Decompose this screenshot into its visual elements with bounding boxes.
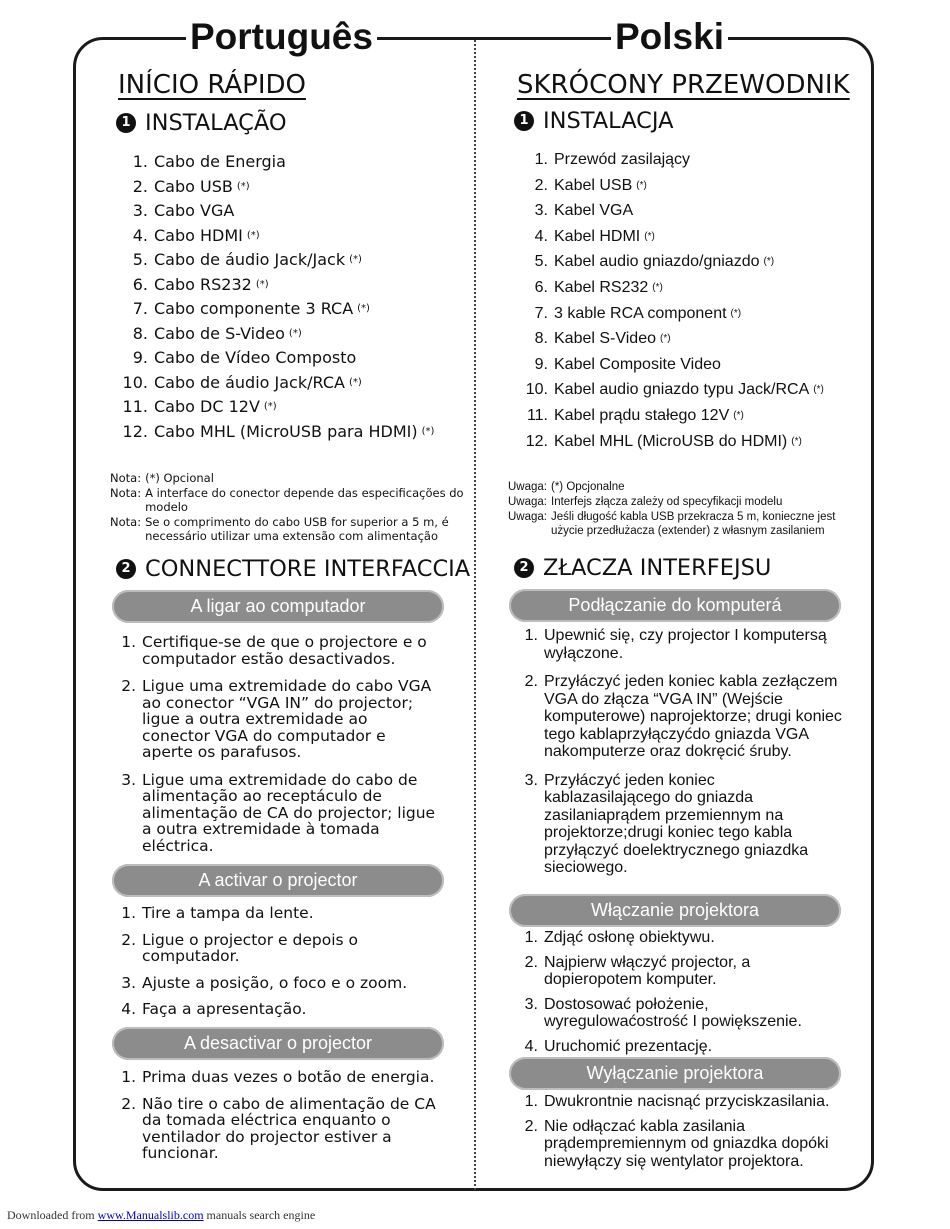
step-item bbox=[120, 634, 440, 667]
pt-deactivate-steps bbox=[120, 1069, 440, 1172]
step-text: Faça a apresentação. bbox=[142, 1000, 307, 1018]
cable-label: Cabo de S-Video bbox=[154, 323, 285, 343]
step-number: 3. bbox=[121, 770, 136, 789]
step-text: Tire a tampa da lente. bbox=[142, 904, 314, 922]
section-number-icon: 2 bbox=[116, 559, 136, 579]
cable-number: 12. bbox=[525, 432, 548, 450]
pt-quick-start-title: INÍCIO RÁPIDO bbox=[118, 70, 306, 100]
step-text: Uruchomić prezentację. bbox=[544, 1037, 713, 1055]
cable-item bbox=[520, 403, 824, 429]
footer bbox=[7, 1208, 315, 1223]
cable-item bbox=[118, 273, 434, 298]
cable-label: Kabel HDMI bbox=[554, 227, 641, 245]
pl-connect-pill: Podłączanie do komputerá bbox=[509, 589, 841, 622]
optional-marker: (*) bbox=[791, 435, 802, 447]
pt-activate-steps bbox=[120, 905, 440, 1028]
note-row bbox=[508, 495, 870, 509]
optional-marker: (*) bbox=[652, 281, 663, 293]
step-text: Upewnić się, czy projector I komputersą wyłączone. bbox=[544, 627, 827, 662]
step-number: 2. bbox=[524, 953, 538, 971]
step-text: Przyłáczyć jeden koniec kablazasilającego do gniazda zasilaniaprądem przemiennym na projektorze;drugi koniec tego kabla przyłączyć doelektrycznego gniazdka sieciowego. bbox=[544, 771, 809, 876]
step-item bbox=[522, 1093, 842, 1111]
cable-label: Kabel audio gniazdo typu Jack/RCA bbox=[554, 381, 810, 399]
cable-item bbox=[118, 248, 434, 273]
cable-item bbox=[520, 326, 824, 352]
step-number: 2. bbox=[121, 677, 136, 695]
cable-number: 1. bbox=[132, 152, 148, 171]
pl-section-interface-heading bbox=[514, 555, 771, 581]
note-text: (*) Opcional bbox=[145, 471, 214, 485]
step-number: 2. bbox=[121, 1094, 136, 1113]
optional-marker: (*) bbox=[357, 303, 370, 314]
step-item bbox=[120, 1001, 440, 1018]
optional-marker: (*) bbox=[255, 278, 269, 290]
pt-connect-steps bbox=[120, 634, 440, 865]
cable-number: 11. bbox=[526, 406, 548, 424]
step-text: Dostosować położenie, wyregulowaćostrość I powiększenie. bbox=[544, 995, 802, 1030]
section-number-icon: 1 bbox=[116, 113, 136, 133]
optional-marker: (*) bbox=[236, 180, 250, 192]
note-text: Jeśli długość kabla USB przekracza 5 m, konieczne jest użycie przedłużacza (extender) z własnym zasilaniem bbox=[551, 511, 836, 537]
note-row bbox=[110, 515, 470, 543]
step-item bbox=[120, 905, 440, 922]
step-number: 4. bbox=[121, 1000, 136, 1018]
step-item bbox=[522, 627, 842, 662]
lang-title-portuguese: Português bbox=[186, 15, 377, 59]
pt-notes bbox=[110, 471, 470, 544]
step-item bbox=[120, 772, 440, 855]
cable-item bbox=[118, 346, 434, 371]
cable-number: 4. bbox=[534, 227, 548, 245]
cable-label: Cabo de Energia bbox=[154, 152, 286, 171]
cable-label: Cabo RS232 bbox=[154, 274, 252, 294]
cable-number: 12. bbox=[122, 421, 148, 441]
note-label: Uwaga: bbox=[508, 511, 547, 523]
step-number: 1. bbox=[121, 1068, 136, 1086]
cable-number: 3. bbox=[132, 201, 148, 220]
step-number: 1. bbox=[524, 1093, 538, 1110]
optional-marker: (*) bbox=[730, 307, 742, 319]
step-number: 3. bbox=[121, 973, 136, 992]
cable-number: 1. bbox=[534, 151, 548, 168]
cable-number: 2. bbox=[534, 176, 548, 194]
step-item bbox=[522, 954, 842, 989]
cable-item bbox=[520, 173, 824, 199]
section-number-icon: 2 bbox=[514, 558, 534, 578]
cable-item bbox=[118, 322, 434, 347]
cable-item bbox=[118, 297, 434, 322]
step-item bbox=[522, 772, 842, 877]
cable-number: 6. bbox=[534, 278, 548, 296]
pt-section-interface-title: CONNECTTORE INTERFACCIA bbox=[145, 556, 471, 582]
cable-item bbox=[520, 429, 824, 455]
cable-item bbox=[520, 249, 824, 275]
step-text: Prima duas vezes o botão de energia. bbox=[142, 1068, 435, 1086]
step-item bbox=[120, 678, 440, 761]
pl-section-install-heading bbox=[514, 108, 674, 134]
cable-label: Kabel RS232 bbox=[554, 278, 649, 296]
step-number: 1. bbox=[524, 627, 538, 644]
cable-label: Kabel Composite Video bbox=[554, 355, 721, 373]
cable-number: 10. bbox=[525, 381, 548, 399]
cable-label: Cabo de áudio Jack/Jack bbox=[154, 250, 346, 269]
pt-section-install-heading bbox=[116, 110, 287, 136]
pt-section-interface-heading bbox=[116, 556, 470, 582]
cable-number: 7. bbox=[132, 299, 148, 318]
lang-title-polish: Polski bbox=[611, 15, 728, 59]
step-number: 2. bbox=[524, 1117, 538, 1135]
optional-marker: (*) bbox=[421, 425, 435, 437]
pt-connect-pill: A ligar ao computador bbox=[112, 590, 444, 623]
step-text: Dwukrontnie nacisnąć przyciskzasilania. bbox=[544, 1093, 830, 1110]
step-text: Ligue o projector e depois o computador. bbox=[142, 930, 359, 965]
step-text: Przyłáczyć jeden koniec kabla zezłączem VGA do złącza “VGA IN” (Wejście komputerowe) naprojektorze; drugi koniec tego kablaprzyłączyćdo gniazda VGA nakomputerze oraz dokręcić śruby. bbox=[544, 673, 842, 760]
pt-section-install-title: INSTALAÇÃO bbox=[145, 110, 287, 136]
cable-label: Cabo VGA bbox=[154, 201, 235, 220]
step-text: Nie odłączać kabla zasilania prądempremiennym od gniazdka dopóki niewyłączy się wentylator projektora. bbox=[544, 1117, 829, 1170]
note-text: Se o comprimento do cabo USB for superior a 5 m, é necessário utilizar uma extensão com alimentação bbox=[145, 515, 449, 543]
pt-cable-list bbox=[118, 150, 434, 444]
step-number: 1. bbox=[121, 633, 136, 651]
step-number: 2. bbox=[524, 673, 538, 690]
cable-item bbox=[118, 224, 434, 249]
step-number: 1. bbox=[524, 929, 538, 946]
cable-item bbox=[118, 175, 434, 200]
step-text: Ligue uma extremidade do cabo de alimentação ao receptáculo de alimentação de CA do projector; ligue a outra extremidade à tomada eléctrica. bbox=[142, 770, 436, 855]
pl-deactivate-pill: Wyłączanie projektora bbox=[509, 1057, 841, 1090]
cable-label: Cabo de Vídeo Composto bbox=[154, 348, 357, 367]
cable-label: Kabel USB bbox=[554, 176, 633, 194]
note-row bbox=[110, 486, 470, 514]
optional-marker: (*) bbox=[813, 384, 824, 396]
footer-suffix: manuals search engine bbox=[206, 1208, 316, 1222]
optional-marker: (*) bbox=[349, 254, 362, 265]
note-label: Uwaga: bbox=[508, 481, 547, 493]
pl-deactivate-steps bbox=[522, 1093, 842, 1177]
cable-item bbox=[520, 147, 824, 173]
pt-deactivate-pill: A desactivar o projector bbox=[112, 1027, 444, 1060]
step-item bbox=[522, 1118, 842, 1171]
section-number-icon: 1 bbox=[514, 111, 534, 131]
step-text: Ligue uma extremidade do cabo VGA ao conector “VGA IN” do projector; ligue a outra extremidade ao conector VGA do computador e aperte os parafusos. bbox=[142, 677, 432, 761]
cable-label: Cabo USB bbox=[154, 176, 233, 196]
step-text: Ajuste a posição, o foco e o zoom. bbox=[142, 973, 408, 992]
note-row bbox=[110, 471, 470, 485]
note-text: A interface do conector depende das especificações do modelo bbox=[145, 486, 464, 514]
cable-number: 3. bbox=[534, 202, 548, 220]
step-text: Zdjąć osłonę obiektywu. bbox=[544, 929, 715, 946]
cable-label: Cabo de áudio Jack/RCA bbox=[154, 372, 345, 392]
optional-marker: (*) bbox=[348, 376, 362, 388]
step-item bbox=[120, 1069, 440, 1086]
footer-prefix: Downloaded from bbox=[7, 1208, 95, 1222]
cable-label: Cabo HDMI bbox=[154, 225, 243, 245]
cable-number: 10. bbox=[122, 372, 148, 392]
step-item bbox=[522, 673, 842, 761]
note-label: Uwaga: bbox=[508, 496, 547, 508]
cable-item bbox=[520, 352, 824, 378]
cable-item bbox=[118, 420, 434, 445]
cable-label: Przewód zasilający bbox=[554, 151, 691, 168]
cable-item bbox=[520, 377, 824, 403]
note-label: Nota: bbox=[110, 486, 142, 500]
step-item bbox=[120, 975, 440, 992]
manualslib-link[interactable]: www.Manualslib.com bbox=[97, 1208, 204, 1222]
cable-item bbox=[520, 301, 824, 327]
step-text: Certifique-se de que o projectore e o computador estão desactivados. bbox=[142, 633, 427, 668]
cable-label: Kabel audio gniazdo/gniazdo bbox=[554, 253, 760, 271]
cable-label: Cabo componente 3 RCA bbox=[154, 299, 354, 318]
cable-number: 8. bbox=[534, 330, 548, 348]
cable-label: Cabo DC 12V bbox=[154, 397, 260, 416]
cable-number: 7. bbox=[534, 304, 548, 322]
step-number: 1. bbox=[121, 904, 136, 922]
step-item bbox=[120, 932, 440, 965]
pl-notes bbox=[508, 480, 870, 539]
cable-number: 6. bbox=[132, 274, 148, 294]
cable-item bbox=[520, 275, 824, 301]
optional-marker: (*) bbox=[644, 230, 655, 242]
pl-section-interface-title: ZŁACZA INTERFEJSU bbox=[543, 555, 772, 581]
column-divider bbox=[474, 40, 476, 1190]
optional-marker: (*) bbox=[263, 401, 277, 412]
cable-item bbox=[520, 198, 824, 224]
note-label: Nota: bbox=[110, 471, 142, 485]
optional-marker: (*) bbox=[246, 229, 260, 241]
cable-label: Cabo MHL (MicroUSB para HDMI) bbox=[154, 421, 418, 441]
optional-marker: (*) bbox=[733, 409, 744, 421]
step-number: 3. bbox=[524, 771, 538, 789]
cable-item bbox=[118, 199, 434, 224]
pl-cable-list bbox=[520, 147, 824, 454]
optional-marker: (*) bbox=[636, 179, 647, 191]
optional-marker: (*) bbox=[763, 256, 775, 268]
pl-connect-steps bbox=[522, 627, 842, 888]
cable-number: 9. bbox=[132, 348, 148, 367]
cable-label: Kabel prądu stałego 12V bbox=[554, 406, 730, 424]
pl-activate-steps bbox=[522, 929, 842, 1062]
cable-item bbox=[118, 371, 434, 396]
step-item bbox=[522, 996, 842, 1031]
cable-number: 8. bbox=[132, 323, 148, 343]
pl-section-install-title: INSTALACJA bbox=[543, 108, 674, 134]
cable-number: 5. bbox=[534, 253, 548, 271]
pl-activate-pill: Włączanie projektora bbox=[509, 894, 841, 927]
step-number: 2. bbox=[121, 930, 136, 949]
cable-number: 9. bbox=[534, 355, 548, 373]
step-item bbox=[120, 1096, 440, 1162]
cable-number: 11. bbox=[122, 397, 148, 416]
cable-label: Kabel MHL (MicroUSB do HDMI) bbox=[554, 432, 788, 450]
note-row bbox=[508, 510, 870, 538]
pl-quick-start-title: SKRÓCONY PRZEWODNIK bbox=[517, 70, 850, 100]
note-text: (*) Opcjonalne bbox=[551, 481, 625, 493]
cable-number: 5. bbox=[132, 250, 148, 269]
step-number: 4. bbox=[524, 1037, 538, 1055]
pt-activate-pill: A activar o projector bbox=[112, 864, 444, 897]
note-label: Nota: bbox=[110, 515, 142, 529]
optional-marker: (*) bbox=[660, 333, 671, 345]
step-text: Não tire o cabo de alimentação de CA da tomada eléctrica enquanto o ventilador do projector estiver a funcionar. bbox=[142, 1094, 436, 1162]
cable-number: 4. bbox=[132, 225, 148, 245]
cable-item bbox=[520, 224, 824, 250]
cable-item bbox=[118, 150, 434, 175]
step-item bbox=[522, 1038, 842, 1056]
cable-label: 3 kable RCA component bbox=[554, 304, 727, 322]
step-text: Najpierw włączyć projector, a dopieropotem komputer. bbox=[544, 953, 751, 988]
step-item bbox=[522, 929, 842, 947]
cable-label: Kabel S-Video bbox=[554, 330, 656, 348]
note-row bbox=[508, 480, 870, 494]
step-number: 3. bbox=[524, 995, 538, 1013]
cable-number: 2. bbox=[132, 176, 148, 196]
optional-marker: (*) bbox=[288, 327, 302, 339]
note-text: Interfejs złącza zależy od specyfikacji modelu bbox=[551, 496, 783, 508]
cable-item bbox=[118, 395, 434, 420]
cable-label: Kabel VGA bbox=[554, 202, 634, 220]
